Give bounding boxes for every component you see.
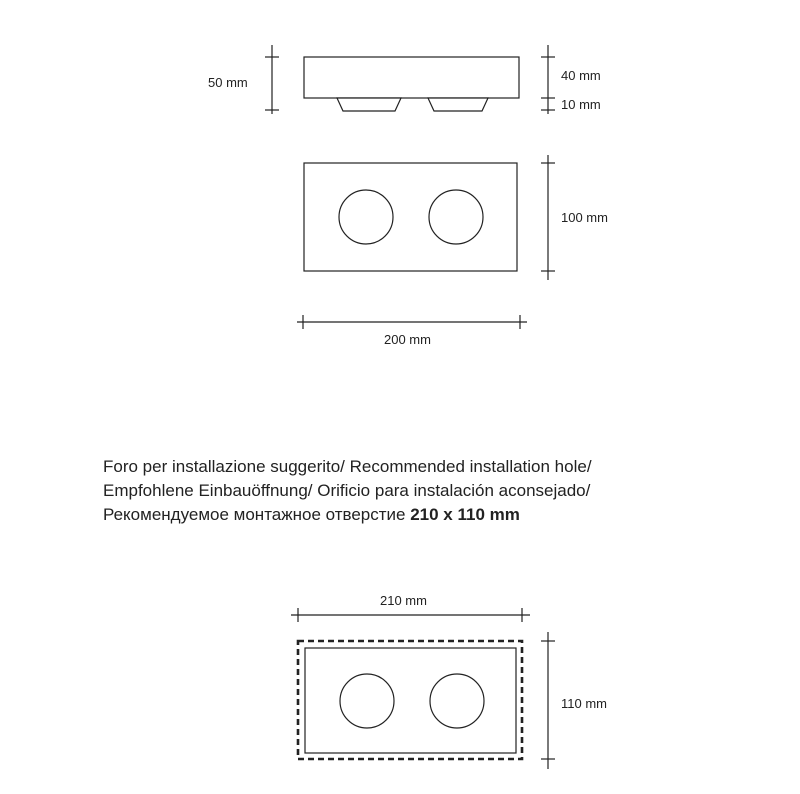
top-view [297,155,555,329]
caption-line-3-text: Рекомендуемое монтажное отверстие [103,505,411,524]
lamp-hole-left [339,190,393,244]
hole-view-lamp-left [340,674,394,728]
dim-line-210 [291,608,530,622]
side-view-body [304,57,519,98]
caption-line-2: Empfohlene Einbauöffnung/ Orificio para instalación aconsejado/ [103,481,591,500]
label-10mm: 10 mm [561,97,601,112]
dim-line-110 [541,632,555,769]
side-view-foot-left [337,98,401,111]
top-view-body [304,163,517,271]
label-200mm: 200 mm [384,332,431,347]
caption-line-1: Foro per installazione suggerito/ Recommended installation hole/ [103,457,592,476]
caption-line-3 [103,503,592,527]
label-100mm: 100 mm [561,210,608,225]
cutout-outline [298,641,522,759]
hole-view [291,608,555,769]
label-40mm: 40 mm [561,68,601,83]
side-view [265,45,555,114]
dim-line-50 [265,45,279,114]
dim-line-100 [541,155,555,280]
installation-caption [103,455,592,527]
dim-line-200 [297,315,527,329]
label-210mm: 210 mm [380,593,427,608]
side-view-foot-right [428,98,488,111]
lamp-hole-right [429,190,483,244]
hole-view-lamp-right [430,674,484,728]
label-110mm: 110 mm [561,696,607,711]
caption-hole-size: 210 x 110 mm [410,505,520,524]
dim-line-40-10 [541,45,555,114]
label-50mm: 50 mm [208,75,248,90]
